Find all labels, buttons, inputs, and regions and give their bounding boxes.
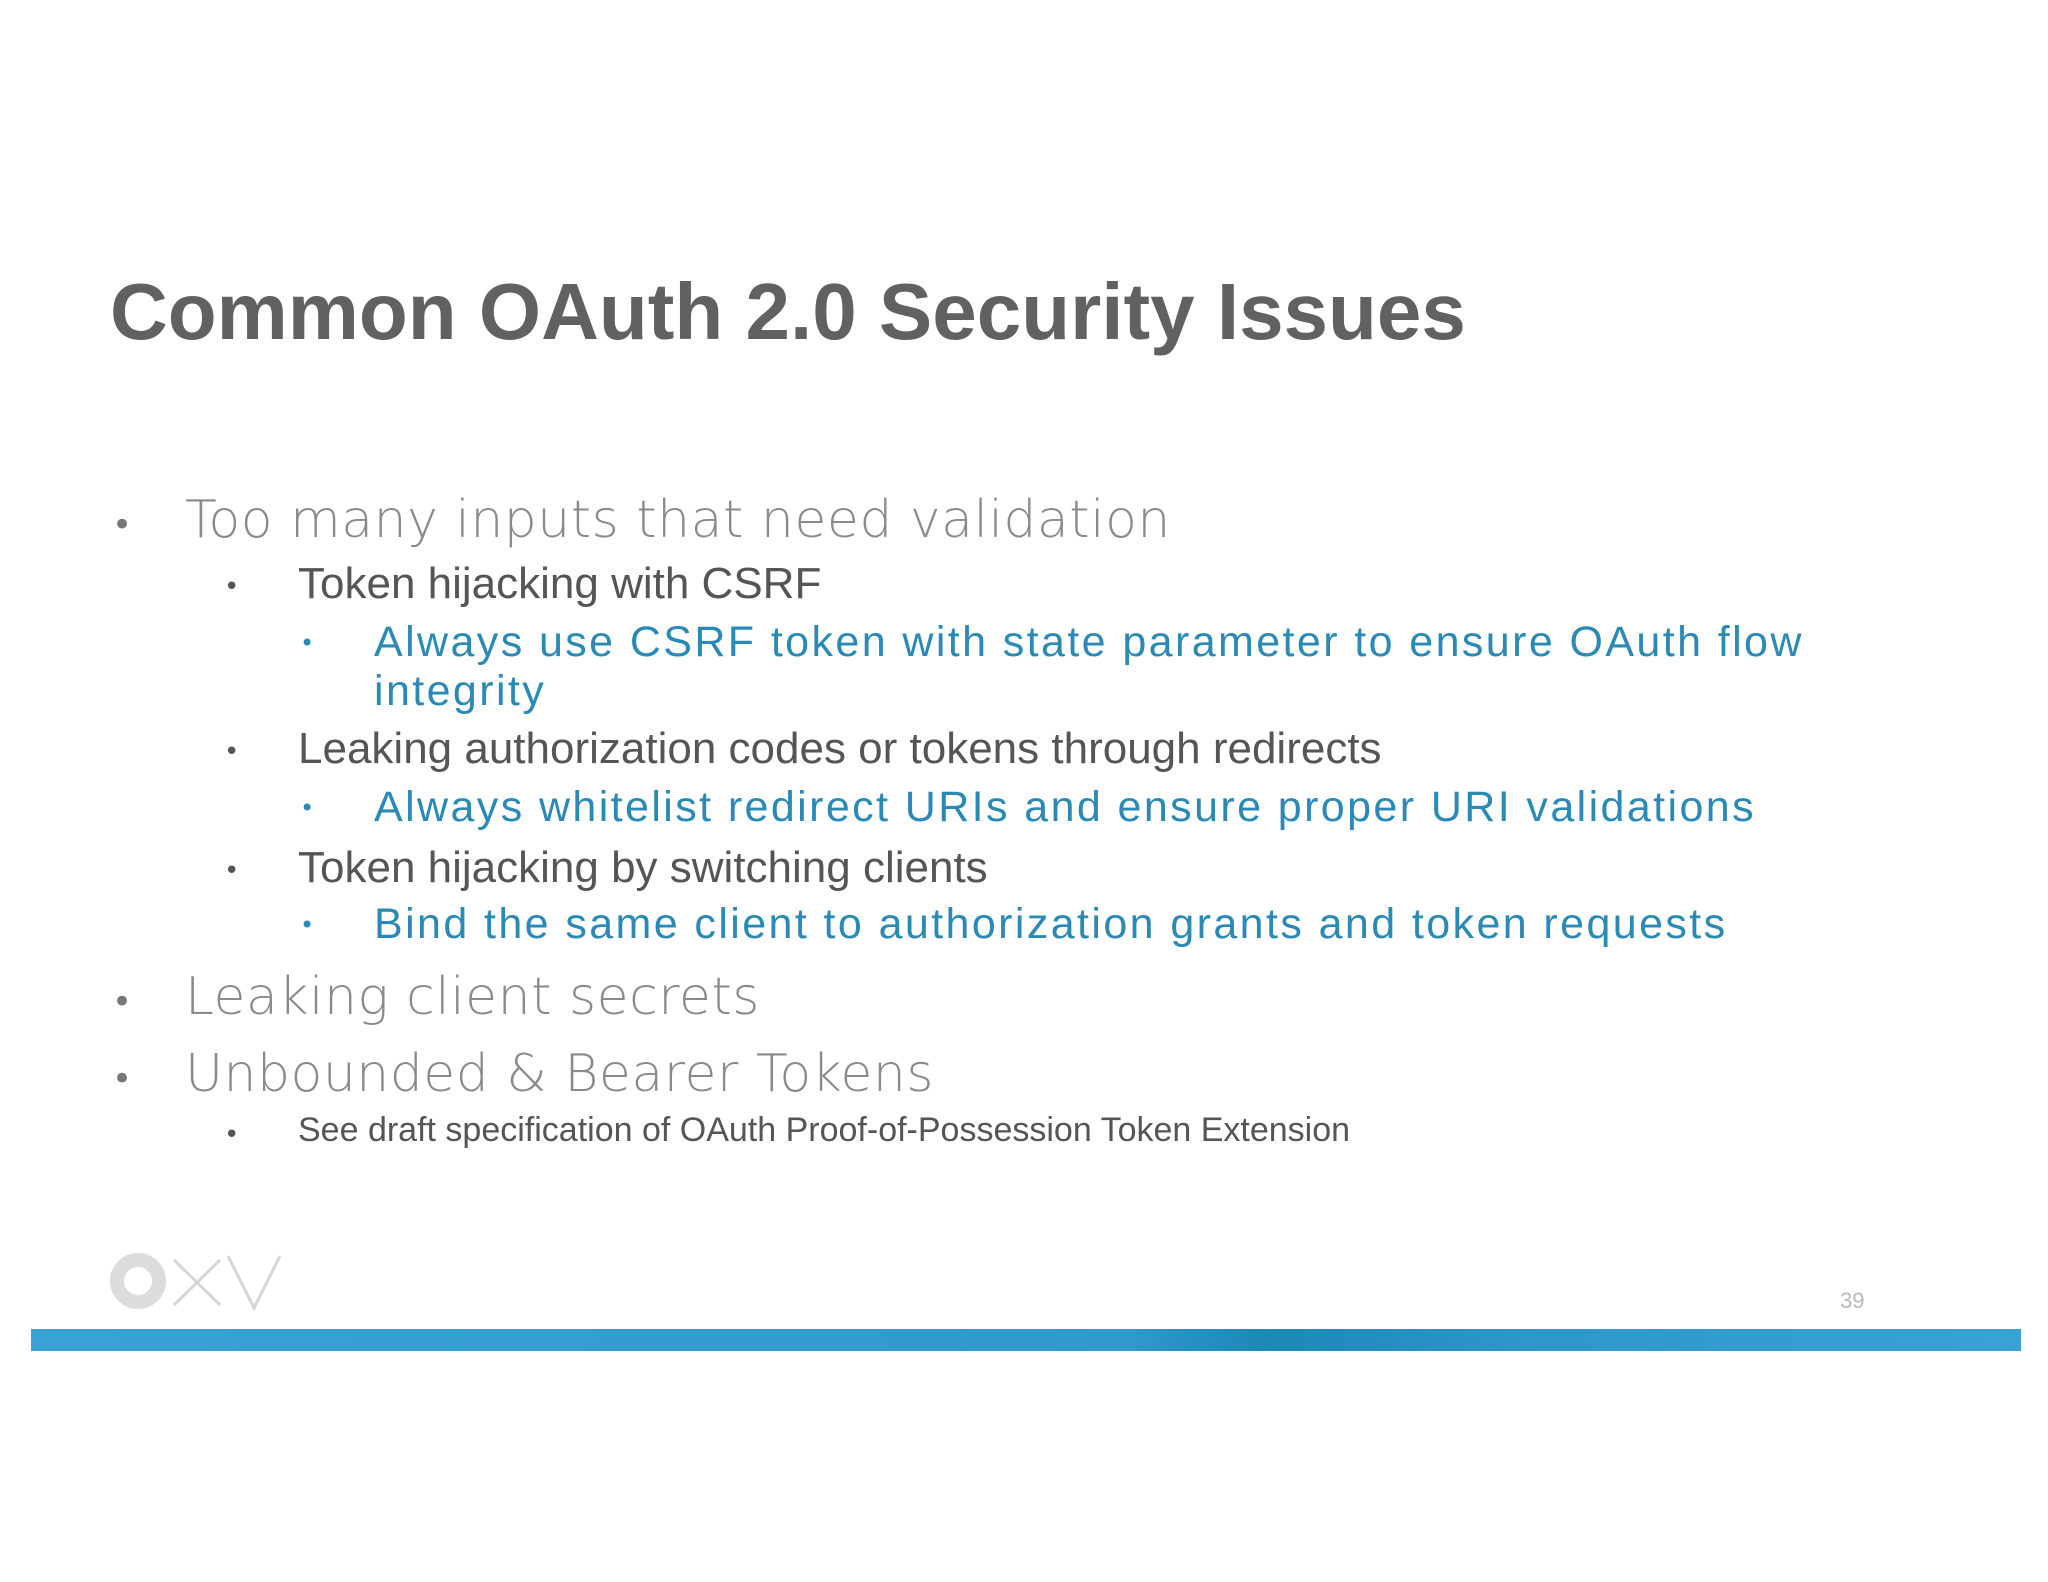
- sub-sub-bullet-bind-client: Bind the same client to authorization grants and token requests: [374, 900, 1728, 948]
- bullet-marker: •: [112, 505, 133, 545]
- bullet-too-many-inputs: Too many inputs that need validation: [185, 490, 1171, 550]
- sub-sub-bullet-csrf-state: Always use CSRF token with state parameter to ensure OAuth flow: [374, 618, 1804, 666]
- oxv-logo: [110, 1250, 285, 1312]
- bullet-marker: •: [224, 737, 240, 767]
- sub-bullet-draft-specification: See draft specification of OAuth Proof-of-Possession Token Extension: [298, 1111, 1351, 1149]
- bullet-marker: •: [224, 1120, 240, 1150]
- sub-sub-bullet-csrf-state-continued: integrity: [374, 667, 547, 715]
- bullet-marker: •: [300, 794, 315, 822]
- sub-sub-bullet-whitelist-redirects: Always whitelist redirect URIs and ensure proper URI validations: [374, 783, 1756, 831]
- bullet-marker: •: [112, 982, 133, 1022]
- page-number: 39: [1840, 1288, 1865, 1313]
- sub-bullet-token-hijacking-clients: Token hijacking by switching clients: [298, 843, 988, 892]
- bullet-marker: •: [112, 1059, 133, 1099]
- sub-bullet-leaking-auth-codes: Leaking authorization codes or tokens through redirects: [298, 724, 1382, 773]
- bullet-marker: •: [224, 572, 240, 602]
- bullet-unbounded-bearer-tokens: Unbounded & Bearer Tokens: [185, 1044, 934, 1104]
- bullet-marker: •: [224, 856, 240, 886]
- sub-bullet-token-hijacking-csrf: Token hijacking with CSRF: [298, 559, 822, 608]
- bullet-leaking-client-secrets: Leaking client secrets: [185, 967, 760, 1027]
- bullet-marker: •: [300, 629, 315, 657]
- bullet-marker: •: [300, 911, 315, 939]
- footer-accent-bar: [31, 1329, 2021, 1351]
- slide-title: Common OAuth 2.0 Security Issues: [110, 267, 1466, 356]
